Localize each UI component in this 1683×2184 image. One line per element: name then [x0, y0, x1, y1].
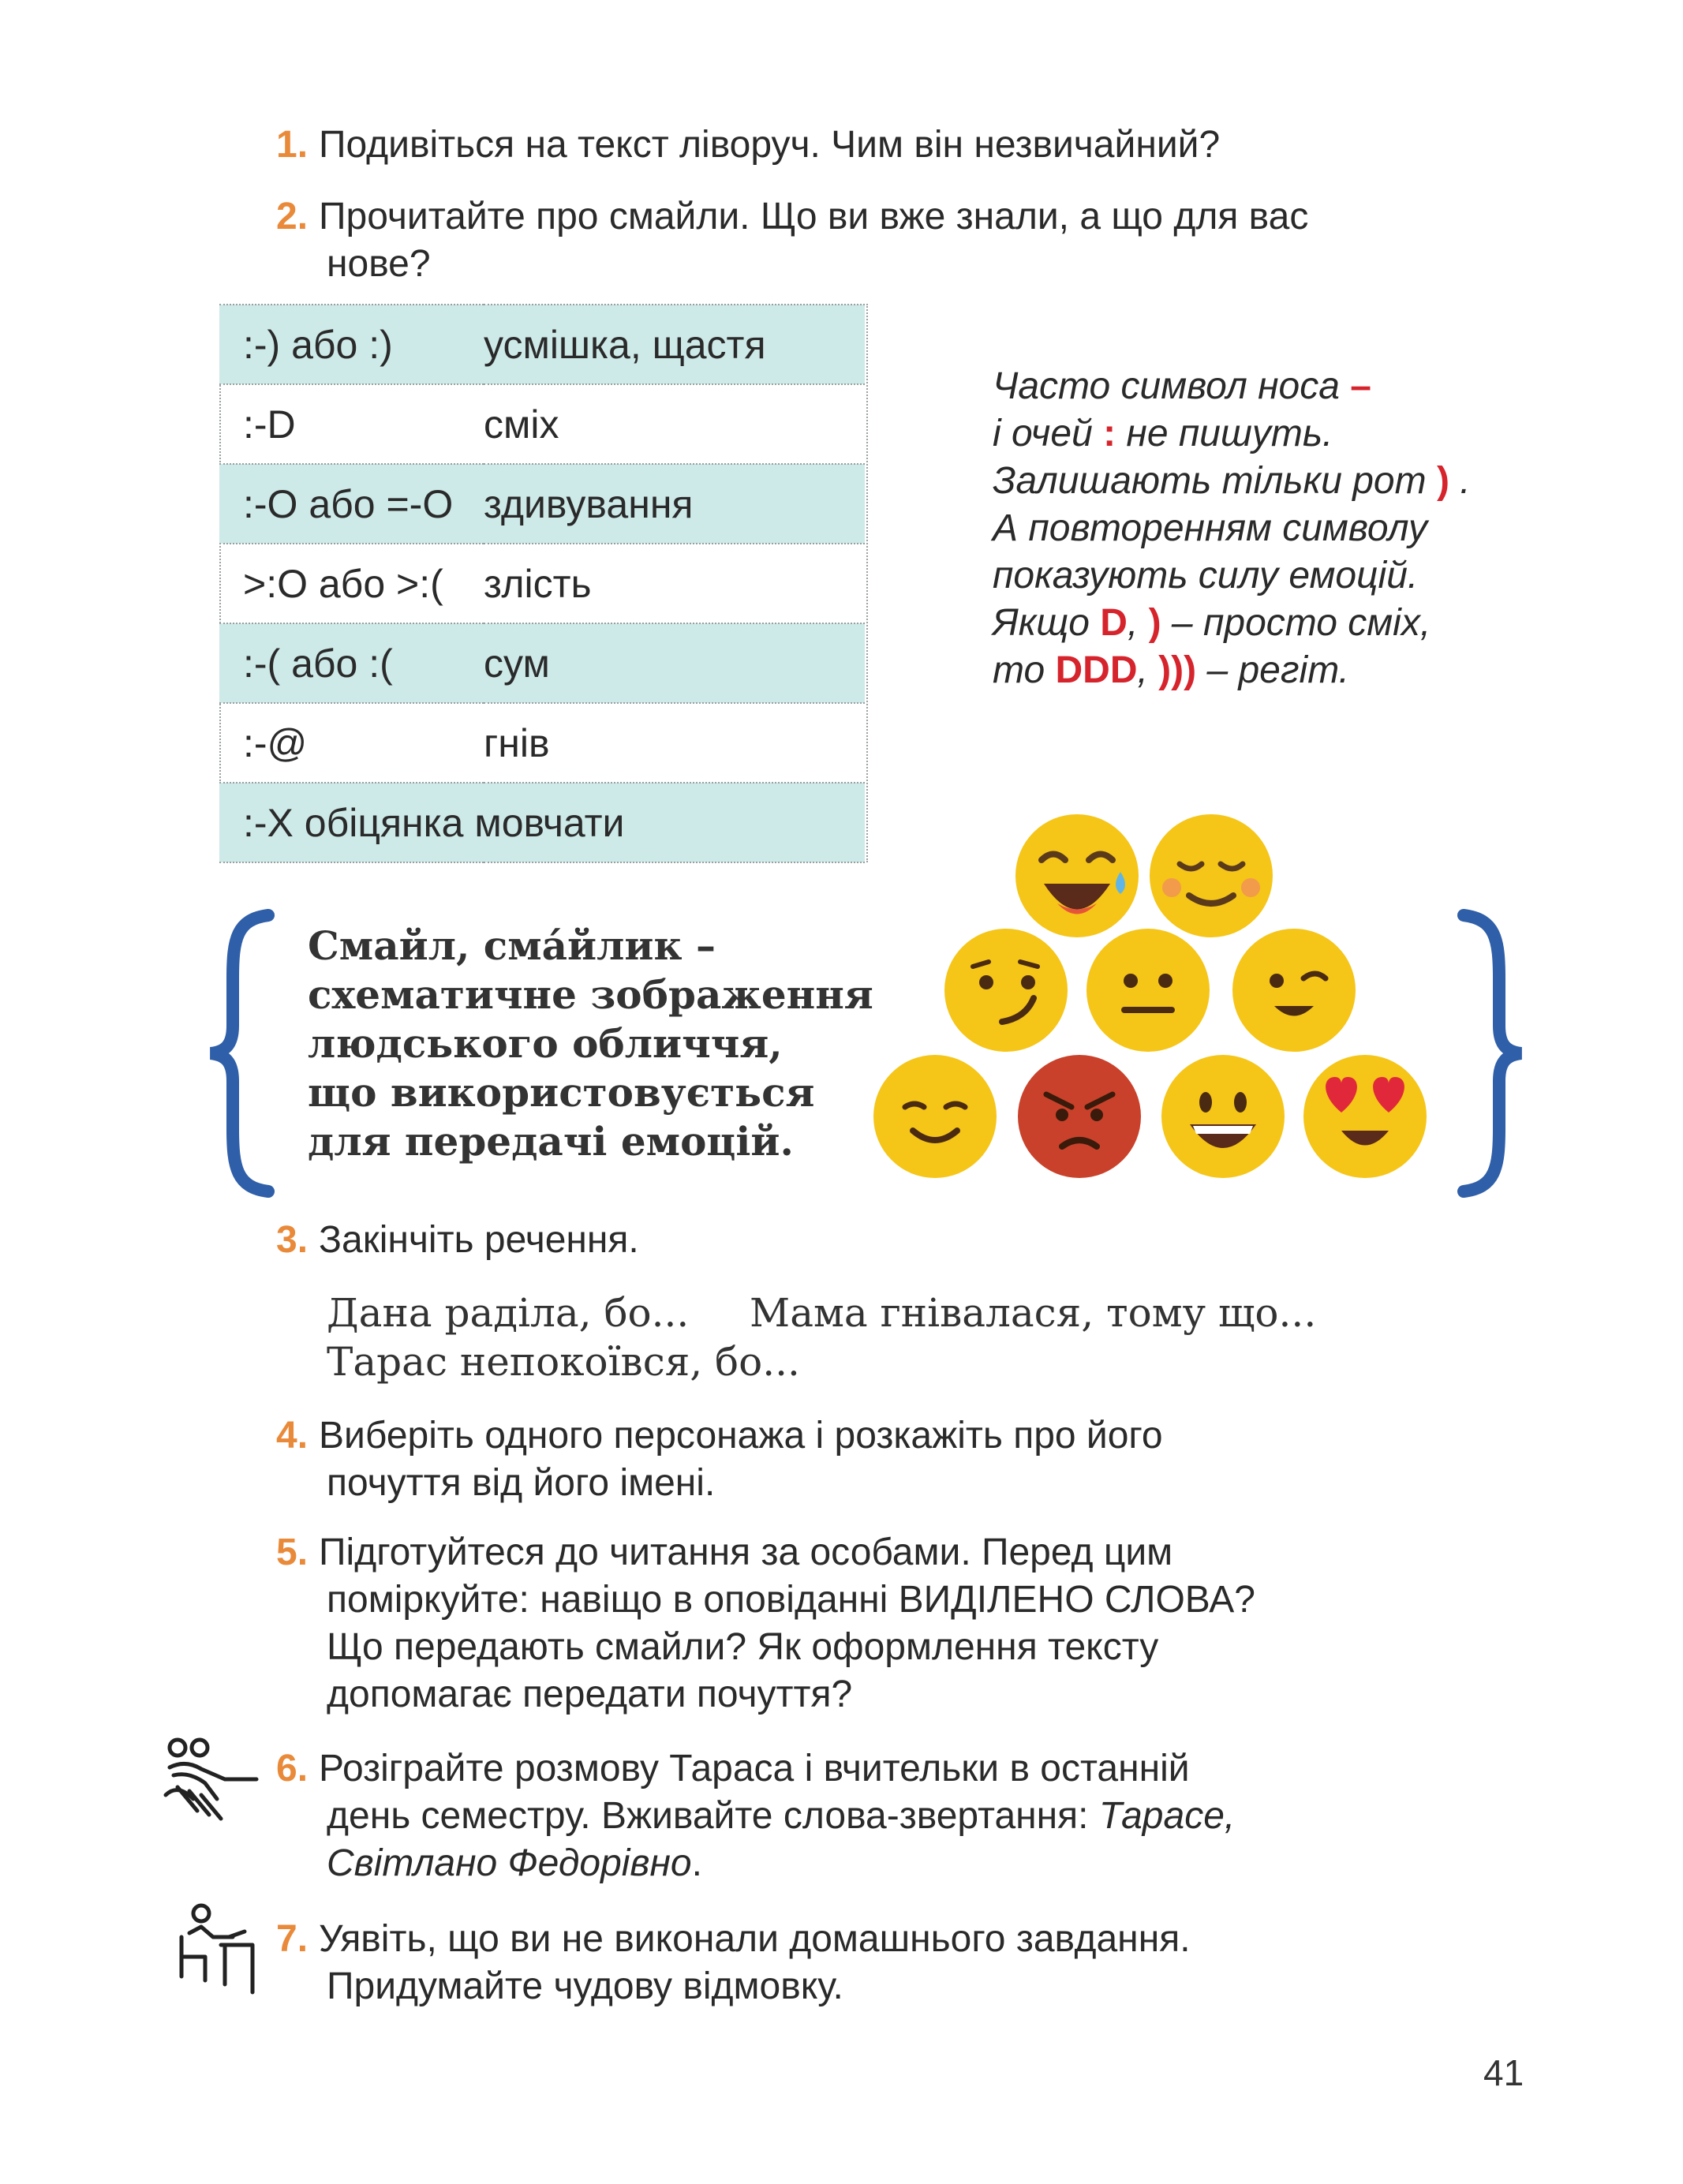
task-7	[276, 1916, 1499, 2010]
task-text: Світлано Федорівно.	[327, 1842, 702, 1884]
task-1	[276, 122, 1499, 169]
definition-line: для передачі емоцій.	[308, 1118, 794, 1165]
task-number: 1.	[276, 124, 309, 166]
task-number: 5.	[276, 1531, 309, 1573]
task-text: почуття від його імені.	[327, 1462, 716, 1504]
note-line: і очей : не пишуть.	[993, 413, 1333, 454]
definition-line: схематичне зображення	[308, 971, 873, 1018]
task-number: 3.	[276, 1219, 309, 1261]
role-play-icon	[162, 1736, 264, 1831]
slight-smile-emoji-icon	[873, 1055, 997, 1178]
laughing-tears-emoji-icon	[1015, 814, 1139, 937]
angry-face-emoji-icon	[1018, 1055, 1141, 1178]
smiley-meaning: здивування	[484, 481, 694, 526]
smiley-code: :-@	[243, 720, 308, 765]
smiley-meaning: гнів	[484, 720, 550, 765]
sentence-starter: Дана раділа, бо...	[327, 1290, 690, 1336]
table-row	[219, 703, 865, 783]
neutral-face-emoji-icon	[1086, 929, 1210, 1052]
left-brace-icon	[201, 907, 280, 1199]
task-3	[276, 1217, 1499, 1264]
smiley-meaning: усмішка, щастя	[484, 322, 766, 367]
note-line: Якщо D, ) – просто сміх,	[993, 602, 1431, 644]
table-row	[219, 384, 865, 464]
smiley-table	[219, 304, 865, 863]
smiley-code: :-) або :)	[243, 322, 393, 367]
note-line: Залишають тільки рот ) .	[993, 460, 1471, 502]
sentence-starter: Тарас непокоївся, бо...	[327, 1339, 800, 1385]
definition-line: що використовується	[308, 1069, 815, 1116]
smile-definition	[308, 922, 876, 1166]
smiley-meaning: сміх	[484, 402, 559, 447]
sentence-starter: Мама гнівалася, тому що...	[750, 1290, 1317, 1336]
grinning-face-emoji-icon	[1161, 1055, 1285, 1178]
task-text: Розіграйте розмову Тараса і вчительки в останній	[319, 1748, 1190, 1789]
smiley-note	[993, 363, 1592, 694]
task-text: Виберіть одного персонажа і розкажіть про його	[319, 1415, 1163, 1457]
task-text: день семестру. Вживайте слова-звертання: Тарасе,	[327, 1795, 1236, 1837]
task-text: Що передають смайли? Як оформлення тексту	[327, 1626, 1159, 1668]
content-smile-emoji-icon	[1150, 814, 1273, 937]
page-number: 41	[1483, 2052, 1524, 2093]
smirk-emoji-icon	[944, 929, 1068, 1052]
smiley-code: :-X обіцянка мовчати	[243, 800, 625, 845]
task-number: 6.	[276, 1748, 309, 1789]
right-brace-icon	[1452, 907, 1531, 1199]
task-number: 4.	[276, 1415, 309, 1457]
smiley-meaning: сум	[484, 641, 550, 686]
smiley-code: :-D	[243, 402, 296, 447]
task-2	[276, 193, 1499, 288]
task-text: нове?	[327, 243, 431, 285]
table-row	[219, 305, 865, 384]
smiley-code: :-( або :(	[243, 641, 393, 686]
task-text: Закінчіть речення.	[319, 1219, 639, 1261]
table-row	[219, 464, 865, 544]
note-line: Часто символ носа –	[993, 365, 1371, 407]
task-text: Підготуйтеся до читання за особами. Перед цим	[319, 1531, 1173, 1573]
note-line: то DDD, ))) – регіт.	[993, 649, 1349, 691]
note-line: А повторенням символу	[993, 507, 1427, 549]
task-text: поміркуйте: навіщо в оповіданні ВИДІЛЕНО СЛОВА?	[327, 1579, 1255, 1621]
task-4	[276, 1412, 1499, 1507]
definition-line: людського обличчя,	[308, 1020, 783, 1067]
task-6	[276, 1745, 1499, 1887]
task-text: допомагає передати почуття?	[327, 1674, 853, 1715]
smiley-meaning: злість	[484, 561, 592, 606]
wink-emoji-icon	[1232, 929, 1356, 1052]
smiley-code: >:O або >:(	[243, 561, 443, 606]
task-text: Придумайте чудову відмовку.	[327, 1965, 843, 2007]
table-row	[219, 783, 865, 862]
heart-eyes-emoji-icon	[1303, 1055, 1427, 1178]
task-number: 7.	[276, 1918, 309, 1960]
smiley-code: :-O або =-O	[243, 481, 454, 526]
task-text: Прочитайте про смайли. Що ви вже знали, а що для вас	[319, 196, 1309, 237]
definition-line: Смайл, сма́йлик –	[308, 922, 716, 969]
emoji-pyramid	[868, 813, 1436, 1184]
task-text: Подивіться на текст ліворуч. Чим він незвичайний?	[319, 124, 1221, 166]
table-row	[219, 544, 865, 623]
task-number: 2.	[276, 196, 309, 237]
note-line: показують силу емоцій.	[993, 555, 1419, 596]
task-5	[276, 1529, 1499, 1718]
desk-work-icon	[166, 1902, 260, 1996]
table-row	[219, 623, 865, 703]
task-text: Уявіть, що ви не виконали домашнього завдання.	[319, 1918, 1191, 1960]
